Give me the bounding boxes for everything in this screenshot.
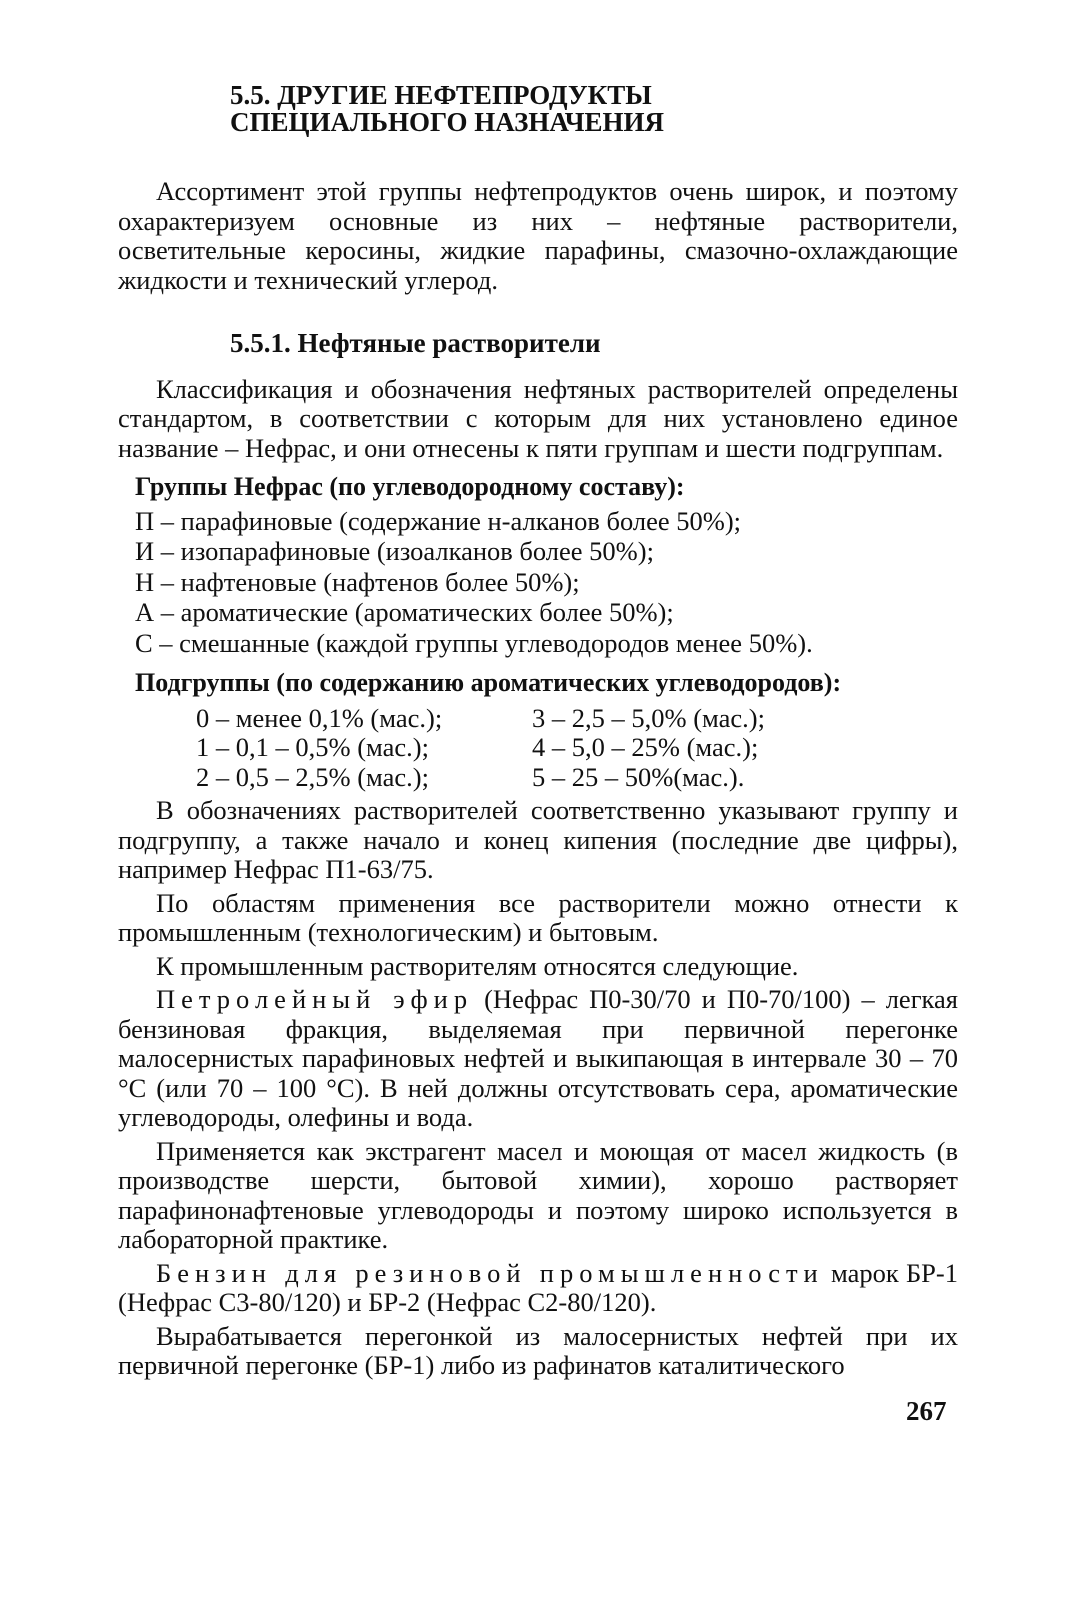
page-body: [118, 82, 958, 1381]
produced-paragraph: Вырабатывается перегонкой из малосернистых нефтей при их первичной перегонке (БР-1) либо из рафинатов каталитического: [118, 1320, 958, 1380]
benzine-paragraph: [118, 1259, 958, 1318]
group-item-i: И – изопарафиновые (изоалканов более 50%);: [135, 536, 654, 566]
group-item-a: А – ароматические (ароматических более 50%);: [135, 597, 674, 627]
subgroup-2: 2 – 0,5 – 2,5% (мас.);: [196, 761, 429, 792]
ether-description: (Нефрас П0-30/70 и П0-70/100) – легкая бензиновая фракция, выделяемая при первичной перегонке малосернистых парафиновых нефтей и выкипающая в интервале 30 – 70 °С (или 70 – 100 °С). В ней должны отсутствовать сера, ароматические углеводороды, олефины и вода.: [118, 984, 958, 1132]
benzine-description: марок БР-1 (Нефрас С3-80/120) и БР-2 (Нефрас С2-80/120).: [118, 1257, 958, 1317]
section-title-line-2: СПЕЦИАЛЬНОГО НАЗНАЧЕНИЯ: [230, 107, 665, 137]
subgroup-5: 5 – 25 – 50%(мас.).: [532, 761, 745, 792]
ether-term: Петролейный эфир: [156, 984, 474, 1014]
group-item-n: Н – нафтеновые (нафтенов более 50%);: [135, 566, 580, 597]
subgroup-0: 0 – менее 0,1% (мас.);: [196, 702, 443, 733]
groups-heading: Группы Нефрас (по углеводородному составу):: [135, 472, 685, 501]
subsection-title: 5.5.1. Нефтяные растворители: [230, 328, 601, 358]
benzine-term: Бензин для резиновой промышленности: [156, 1257, 824, 1288]
groups-list: [135, 506, 958, 659]
industrial-paragraph: К промышленным растворителям относятся следующие.: [156, 950, 799, 981]
group-item-p: П – парафиновые (содержание н-алканов более 50%);: [135, 505, 742, 536]
subgroup-4: 4 – 5,0 – 25% (мас.);: [532, 732, 759, 762]
subgroup-1: 1 – 0,1 – 0,5% (мас.);: [196, 732, 429, 762]
section-title: [230, 82, 958, 136]
page-number: 267: [906, 1396, 947, 1426]
ether-paragraph: [118, 985, 958, 1133]
section-title-line-1: 5.5. ДРУГИЕ НЕФТЕПРОДУКТЫ: [230, 80, 652, 110]
subgroups-heading: Подгруппы (по содержанию ароматических углеводородов):: [135, 668, 842, 697]
group-item-s: С – смешанные (каждой группы углеводородов менее 50%).: [135, 627, 813, 658]
subgroups-grid: [196, 704, 958, 793]
intro-paragraph: Ассортимент этой группы нефтепродуктов очень широк, и поэтому охарактеризуем основные из них – нефтяные растворители, осветительные керосины, жидкие парафины, смазочно-охлаждающие жидкости и технический углерод.: [118, 176, 958, 295]
applied-paragraph: Применяется как экстрагент масел и моющая от масел жидкость (в производстве шерсти, бытовой химии), хорошо растворяет парафинонафтеновые углеводороды и поэтому широко используется в лабораторной практике.: [118, 1135, 958, 1254]
classification-paragraph: Классификация и обозначения нефтяных растворителей определены стандартом, в соответствии с которым для них установлено единое название – Нефрас, и они отнесены к пяти группам и шести подгруппам.: [118, 373, 958, 463]
subgroup-3: 3 – 2,5 – 5,0% (мас.);: [532, 702, 765, 733]
areas-paragraph: По областям применения все растворители можно отнести к промышленным (технологическим) и бытовым.: [118, 887, 958, 947]
designation-paragraph: В обозначениях растворителей соответственно указывают группу и подгруппу, а также начало и конец кипения (последние две цифры), например Нефрас П1-63/75.: [118, 795, 958, 884]
